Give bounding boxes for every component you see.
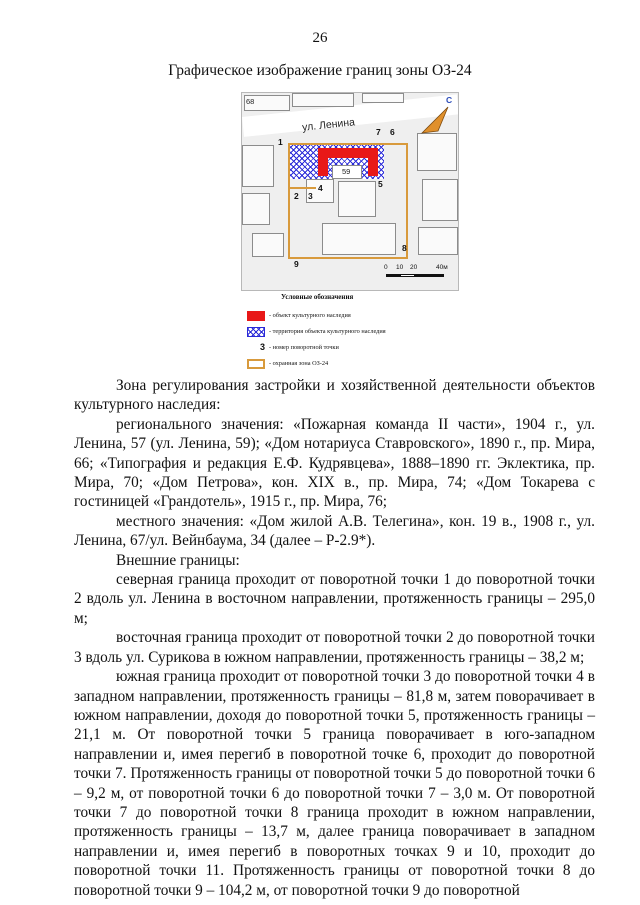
building: [242, 193, 270, 225]
paragraph: местного значения: «Дом жилой А.В. Телегина», кон. 19 в., 1908 г., ул. Ленина, 67/ул. Вейнбаума, 34 (далее – Р-2.9*).: [74, 512, 595, 550]
zone-boundary: [288, 143, 408, 259]
building: [422, 179, 458, 221]
scale-label: 10: [396, 264, 404, 271]
north-symbol: С: [446, 95, 453, 105]
page-number: 26: [312, 30, 328, 46]
scale-label: 40м: [436, 264, 448, 271]
map-legend: [241, 293, 457, 375]
scale-label: 0: [384, 264, 388, 271]
paragraph: Зона регулирования застройки и хозяйственной деятельности объектов культурного наследия:: [74, 377, 595, 414]
zone-map: [241, 92, 459, 291]
building: [417, 133, 457, 171]
zone-outline-swatch: [247, 359, 265, 369]
legend-item: [247, 327, 457, 341]
point-label: 2: [294, 191, 299, 201]
paragraph: северная граница проходит от поворотной точки 1 до поворотной точки 2 вдоль ул. Ленина в восточном направлении, протяженность границы – 295,0 м;: [74, 571, 595, 627]
page-title: Графическое изображение границ зоны ОЗ-24: [168, 62, 472, 79]
document-body: [74, 376, 595, 900]
building: [292, 93, 354, 107]
legend-item-label: - объект культурного наследия: [269, 312, 351, 319]
paragraph: регионального значения: «Пожарная команда II части», 1904 г., ул. Ленина, 57 (ул. Ленина, 59); «Дом нотариуса Ставровского», 1890 г., пр. Мира, 66; «Типография и редакция Е.Ф. Кудрявцева», 1888–1890 гг. Эклектика, пр. Мира, 70; «Дом Петрова», кон. XIX в., пр. Мира, 74; «Дом Токарева с гостиницей «Грандотель», 1915 г., пр. Мира, 76;: [74, 415, 595, 511]
point-label: 8: [402, 243, 407, 253]
zone-boundary-notch: [288, 177, 316, 189]
point-label: 1: [278, 137, 283, 147]
point-label: 3: [308, 191, 313, 201]
legend-item-label: - номер поворотной точки: [269, 344, 339, 351]
paragraph: восточная граница проходит от поворотной точки 2 до поворотной точки 3 вдоль ул. Сурикова в южном направлении, протяженность границы – 38,2 м;: [74, 629, 595, 666]
object-number: 59: [342, 167, 351, 176]
building: [418, 227, 458, 255]
scale-label: 20: [410, 264, 418, 271]
paragraph: южная граница проходит от поворотной точки 3 до поворотной точки 4 в западном направлении, протяженность границы – 81,8 м, затем поворачивает в южном направлении, доходя до поворотной точки 5, протяженность границы – 21,1 м. От поворотной точки 5 граница поворачивает в юго-западном направлении и, имея перегиб в поворотной точке 6, проходит до поворотной точки 7. Протяженность границы от поворотной точки 5 до поворотной точки 6 – 9,2 м, от поворотной точки 6 до поворотной точки 7 – 3,0 м. От поворотной точки 7 до поворотной точки 8 граница проходит в южном направлении, протяженность границы – 13,7 м, далее граница поворачивает в западном направлении и, имея перегиб в поворотных точках 9 и 10, проходит до поворотной точки 11. Протяженность границы от поворотной точки 8 до поворотной точки 9 – 104,2 м, от поворотной точки 9 до поворотной: [74, 668, 595, 899]
legend-item: [247, 343, 457, 357]
legend-item: [247, 359, 457, 373]
scale-bar: [382, 266, 450, 286]
paragraph: Внешние границы:: [116, 551, 240, 569]
building-number: 68: [246, 97, 255, 106]
legend-item: [247, 311, 457, 325]
building: [252, 233, 284, 257]
point-number-swatch: 3: [259, 342, 265, 352]
legend-item-label: - охранная зона ОЗ-24: [269, 360, 329, 367]
street-label: ул. Ленина: [301, 116, 356, 134]
heritage-object-swatch: [247, 311, 265, 321]
point-label: 7: [376, 127, 381, 137]
legend-item-label: - территория объекта культурного наследия: [269, 328, 386, 335]
point-label: 9: [294, 259, 299, 269]
point-label: 5: [378, 179, 383, 189]
building: [242, 145, 274, 187]
legend-title: Условные обозначения: [281, 293, 354, 301]
building: [362, 93, 404, 103]
point-label: 4: [318, 183, 323, 193]
heritage-territory-swatch: [247, 327, 265, 337]
point-label: 6: [390, 127, 395, 137]
